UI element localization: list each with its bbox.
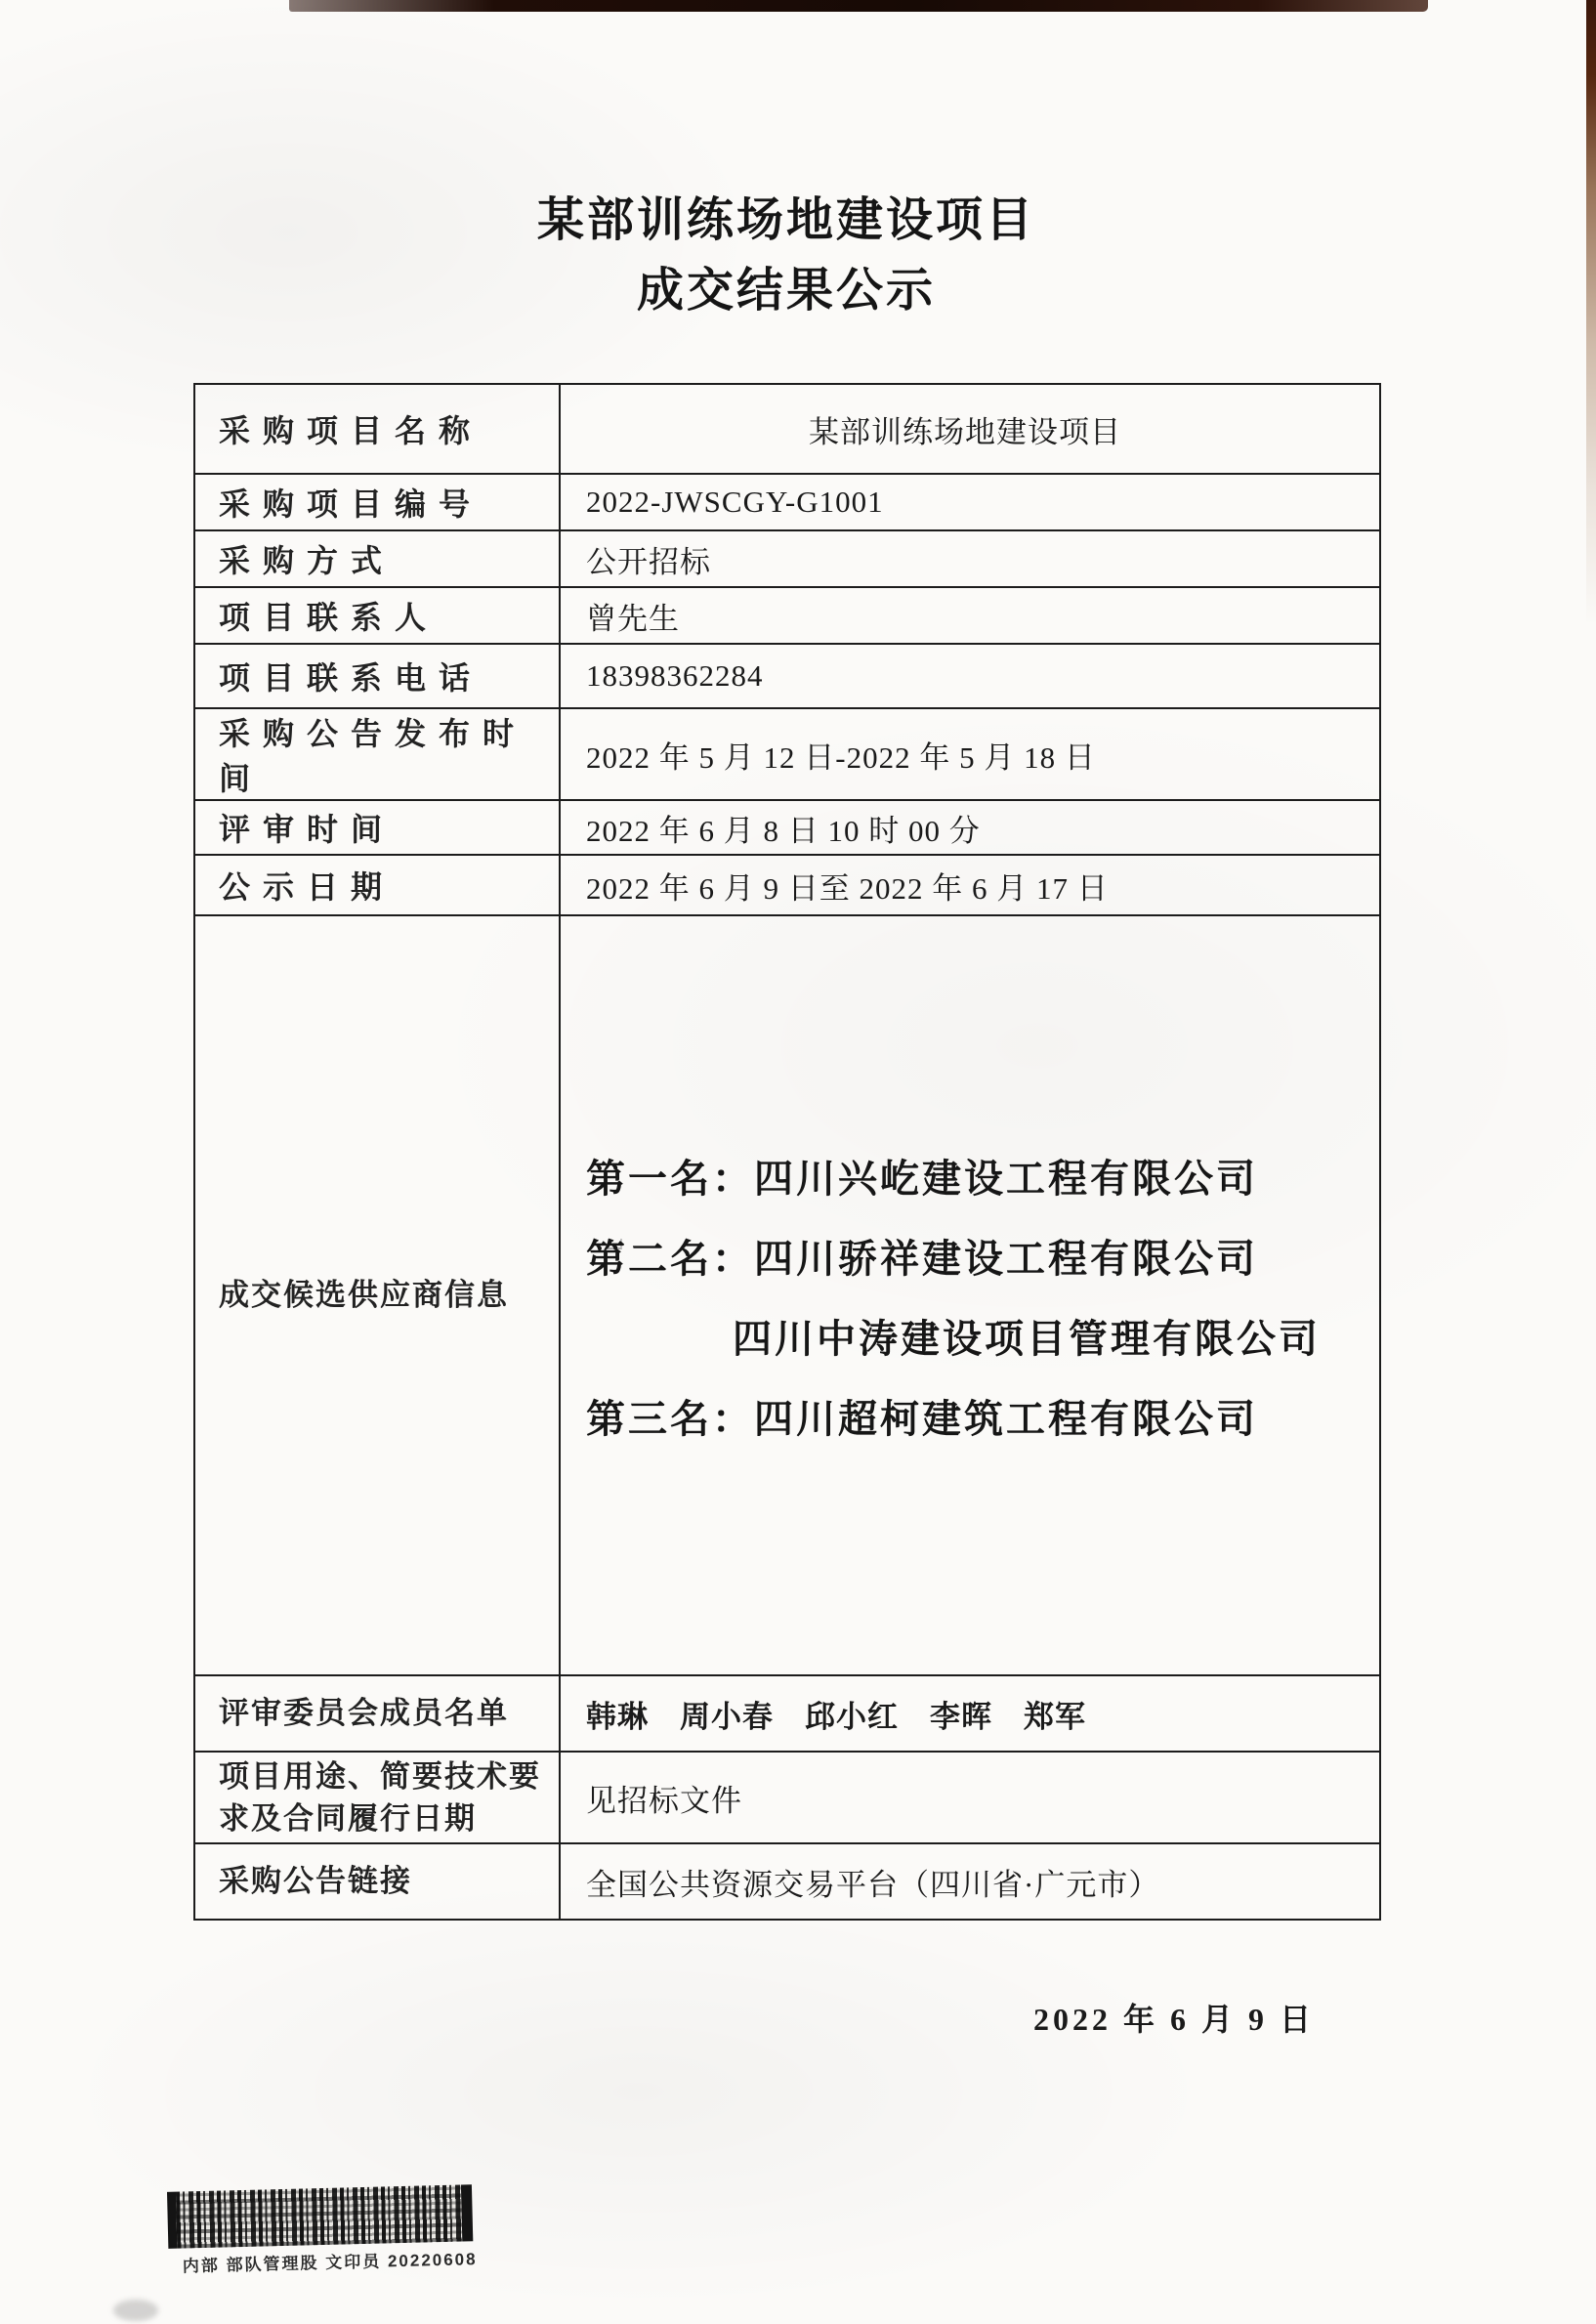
row-value: 18398362284 [560, 644, 1380, 708]
supplier-rank-1: 第一名：四川兴屹建设工程有限公司 [586, 1156, 1258, 1201]
document-date: 2022 年 6 月 9 日 [1032, 2002, 1315, 2037]
scan-artifact-top-band [289, 0, 1428, 12]
row-value: 全国公共资源交易平台（四川省·广元市） [560, 1843, 1380, 1920]
supplier-rank-2b: 四川中涛建设项目管理有限公司 [733, 1316, 1321, 1361]
supplier-list-cell [560, 915, 1380, 1675]
supplier-rank-3: 第三名：四川超柯建筑工程有限公司 [586, 1396, 1258, 1441]
row-label: 采购项目名称 [194, 384, 560, 474]
row-announcement-link [194, 1843, 1380, 1920]
row-label: 项目联系电话 [194, 644, 560, 708]
procurement-result-table [193, 383, 1381, 1921]
scan-artifact-right-edge [1586, 0, 1596, 625]
row-value: 2022 年 6 月 8 日 10 时 00 分 [560, 800, 1380, 855]
row-candidate-suppliers [194, 915, 1380, 1675]
row-project-usage [194, 1752, 1380, 1843]
row-publicity-period [194, 855, 1380, 915]
title-line-2: 成交结果公示 [636, 265, 936, 317]
row-procurement-method [194, 530, 1380, 587]
row-project-name [194, 384, 1380, 474]
row-committee-members [194, 1675, 1380, 1752]
row-contact-person [194, 587, 1380, 644]
row-label: 评审委员会成员名单 [194, 1675, 560, 1752]
row-value: 2022 年 5 月 12 日-2022 年 5 月 18 日 [560, 708, 1380, 800]
row-label: 采购公告链接 [194, 1843, 560, 1920]
row-review-time [194, 800, 1380, 855]
stamp-caption: 内部 部队管理股 文印员 20220608 [182, 2250, 478, 2276]
row-label: 采购方式 [194, 530, 560, 587]
row-label: 成交候选供应商信息 [194, 915, 560, 1675]
row-label: 采购公告发布时间 [194, 708, 560, 800]
row-value: 公开招标 [560, 530, 1380, 587]
row-value: 韩琳 周小春 邱小红 李晖 郑军 [560, 1675, 1380, 1752]
row-contact-phone [194, 644, 1380, 708]
row-label: 评审时间 [194, 800, 560, 855]
title-line-1: 某部训练场地建设项目 [536, 194, 1035, 246]
document-title [193, 186, 1379, 326]
barcode [167, 2184, 473, 2249]
row-value: 曾先生 [560, 587, 1380, 644]
row-value: 2022 年 6 月 9 日至 2022 年 6 月 17 日 [560, 855, 1380, 915]
row-value: 某部训练场地建设项目 [560, 384, 1380, 474]
row-label: 项目用途、简要技术要求及合同履行日期 [194, 1752, 560, 1843]
row-value: 见招标文件 [560, 1752, 1380, 1843]
row-announcement-period [194, 708, 1380, 800]
supplier-rank-2: 第二名：四川骄祥建设工程有限公司 [586, 1236, 1258, 1281]
row-label: 采购项目编号 [194, 474, 560, 530]
print-control-stamp [167, 2184, 478, 2277]
row-value: 2022-JWSCGY-G1001 [560, 474, 1380, 530]
row-project-number [194, 474, 1380, 530]
row-label: 公示日期 [194, 855, 560, 915]
row-label: 项目联系人 [194, 587, 560, 644]
scan-smudge [113, 2300, 158, 2321]
